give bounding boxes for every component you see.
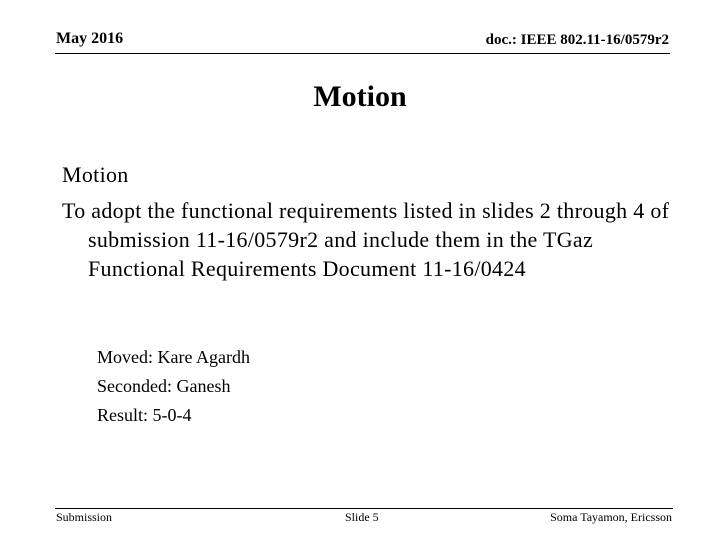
- vote-block: [97, 343, 250, 430]
- footer-slide-number: Slide 5: [345, 510, 379, 524]
- header-date: May 2016: [56, 30, 124, 47]
- footer-author: Soma Tayamon, Ericsson: [550, 510, 672, 524]
- slide-title: Motion: [313, 80, 407, 113]
- moved-line: Moved: Kare Agardh: [97, 347, 250, 367]
- motion-label: Motion: [62, 162, 129, 187]
- header-doc-ref: doc.: IEEE 802.11-16/0579r2: [485, 32, 669, 48]
- motion-block: [62, 160, 672, 283]
- motion-text: To adopt the functional requirements listed in slides 2 through 4 of submission 11-16/0579r2 and include them in the TGaz Functional Requirements Document 11-16/0424: [62, 198, 670, 281]
- result-line: Result: 5-0-4: [97, 405, 192, 425]
- seconded-line: Seconded: Ganesh: [97, 376, 231, 396]
- footer-divider: [55, 508, 673, 509]
- header-divider: [55, 53, 670, 54]
- footer-submission: Submission: [56, 510, 113, 524]
